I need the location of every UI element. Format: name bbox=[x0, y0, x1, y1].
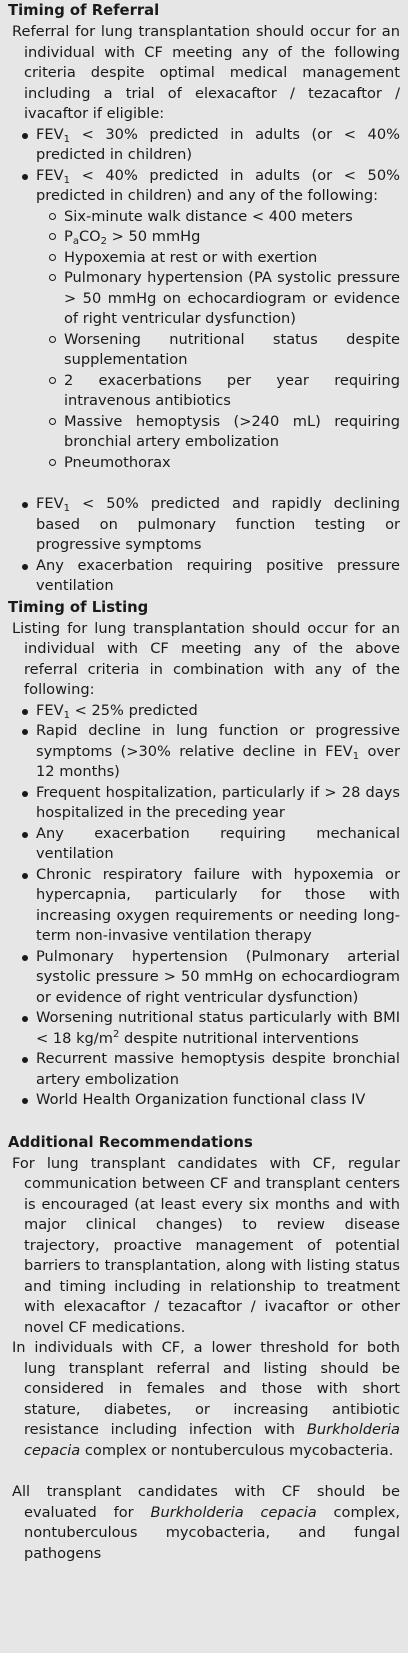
sub-item-six-minute-walk: Six-minute walk distance < 400 meters bbox=[64, 207, 400, 228]
sub-item-pneumothorax: Pneumothorax bbox=[64, 453, 400, 474]
referral-list-continued bbox=[6, 494, 400, 597]
listing-item-pulmonary-hypertension: Pulmonary hypertension (Pulmonary arterial systolic pressure > 50 mmHg on echocardiogram or evidence of right ventricular dysfunction) bbox=[36, 947, 400, 1009]
sub-item-pulmonary-hypertension: Pulmonary hypertension (PA systolic pressure > 50 mmHg on echocardiogram or evidence of right ventricular dysfunction) bbox=[64, 268, 400, 330]
listing-item-nutritional-status: Worsening nutritional status particularly with BMI < 18 $kg/m^2$ despite nutritional interventions bbox=[36, 1008, 400, 1049]
sub-item-massive-hemoptysis: Massive hemoptysis (>240 mL) requiring bronchial artery embolization bbox=[64, 412, 400, 453]
listing-intro: Listing for lung transplantation should occur for an individual with CF meeting any of the above referral criteria in combination with any of the following: bbox=[12, 619, 400, 698]
additional-para-threshold: In individuals with CF, a lower threshold for both lung transplant referral and listing should be considered in females and those with short stature, diabetes, or increasing antibiotic resistance including infection with Burkholderia cepacia complex or nontuberculous mycobacteria. bbox=[12, 1339, 400, 1459]
listing-list bbox=[6, 701, 400, 1111]
listing-item-recurrent-hemoptysis: Recurrent massive hemoptysis despite bronchial artery embolization bbox=[36, 1049, 400, 1090]
listing-item-hospitalization: Frequent hospitalization, particularly if > 28 days hospitalized in the preceding year bbox=[36, 783, 400, 824]
referral-list bbox=[6, 125, 400, 474]
referral-intro: Referral for lung transplantation should occur for an individual with CF meeting any of the following criteria despite optimal medical management including a trial of elexacaftor / tezacaftor / ivacaftor if eligible: bbox=[12, 23, 400, 122]
referral-heading: Timing of Referral bbox=[8, 2, 160, 19]
additional-para-communication: For lung transplant candidates with CF, regular communication between CF and transplant centers is encouraged (at least every six months and with major clinical changes) to review disease trajectory, proactive management of potential barriers to transplantation, along with listing status and timing including in relationship to treatment with elexacaftor / tezacaftor / ivacaftor or other novel CF medications. bbox=[12, 1154, 400, 1336]
referral-item-positive-pressure: Any exacerbation requiring positive pressure ventilation bbox=[36, 556, 400, 597]
referral-sublist bbox=[36, 207, 400, 474]
listing-item-rapid-decline: Rapid decline in lung function or progressive symptoms (>30% relative decline in $FEV_1$ over 12 months) bbox=[36, 721, 400, 783]
referral-item-fev1-40: $FEV_1 < 40\%$ predicted in adults (or < 50% predicted in children) and any of the following: Six-minute walk distance < 400 meters $P_aCO_2 > 50$ mmHg Hypoxemia at rest or with exertion Pulmonary hypertension (PA systolic pressure > 50 mmHg on echocardiogram or evidence of right ventricular dysfunction) Worsening nutritional status despite supplementation 2 exacerbations per year requiring intravenous antibiotics Massive hemoptysis (>240 mL) requiring bronchial artery embolization Pneumothorax bbox=[36, 166, 400, 474]
sub-item-exacerbations: 2 exacerbations per year requiring intravenous antibiotics bbox=[64, 371, 400, 412]
listing-item-who-class: World Health Organization functional class IV bbox=[36, 1090, 400, 1111]
listing-heading: Timing of Listing bbox=[8, 598, 149, 616]
referral-item-fev1-30: $FEV_1 < 30\%$ predicted in adults (or < 40% predicted in children) bbox=[36, 125, 400, 166]
sub-item-paco2: $P_aCO_2 > 50$ mmHg bbox=[64, 227, 400, 248]
listing-item-mechanical-ventilation: Any exacerbation requiring mechanical ventilation bbox=[36, 824, 400, 865]
referral-item-fev1-50: $FEV_1 < 50\%$ predicted and rapidly declining based on pulmonary function testing or progressive symptoms bbox=[36, 494, 400, 556]
sub-item-hypoxemia: Hypoxemia at rest or with exertion bbox=[64, 248, 400, 269]
sub-item-nutritional-status: Worsening nutritional status despite supplementation bbox=[64, 330, 400, 371]
listing-item-fev1-25: $FEV_1 < 25\%$ predicted bbox=[36, 701, 400, 722]
listing-item-respiratory-failure: Chronic respiratory failure with hypoxemia or hypercapnia, particularly for those with increasing oxygen requirements or needing long-term non-invasive ventilation therapy bbox=[36, 865, 400, 947]
additional-para-evaluation: All transplant candidates with CF should be evaluated for Burkholderia cepacia complex, nontuberculous mycobacteria, and fungal pathogens bbox=[12, 1483, 400, 1562]
additional-heading: Additional Recommendations bbox=[8, 1133, 253, 1151]
